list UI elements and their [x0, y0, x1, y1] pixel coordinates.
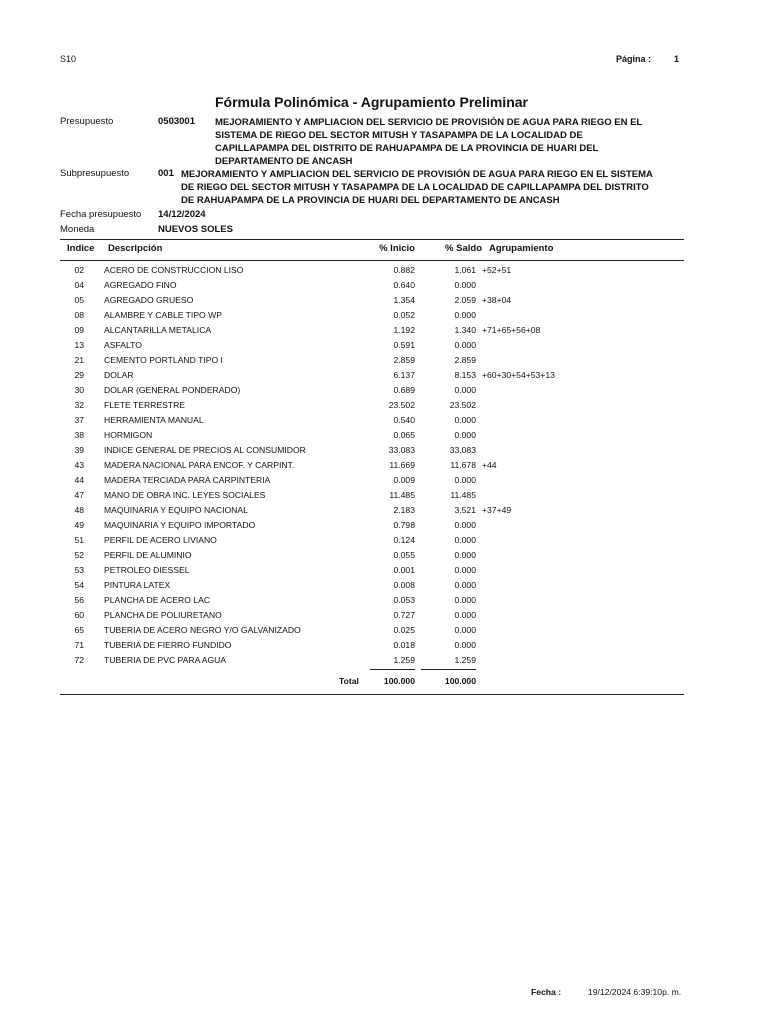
row-agrupamiento: +71+65+56+08 [482, 325, 541, 335]
row-indice: 48 [74, 505, 84, 515]
row-descripcion: AGREGADO FINO [104, 280, 177, 290]
row-descripcion: MADERA TERCIADA PARA CARPINTERIA [104, 475, 271, 485]
row-indice: 54 [74, 580, 84, 590]
row-agrupamiento: +60+30+54+53+13 [482, 370, 555, 380]
subpresupuesto-code: 001 [158, 168, 174, 179]
table-row [0, 610, 768, 625]
row-saldo: 1.061 [454, 265, 476, 275]
table-row [0, 325, 768, 340]
row-agrupamiento: +38+04 [482, 295, 512, 305]
row-saldo: 0.000 [454, 340, 476, 350]
col-header-indice: Indice [67, 243, 95, 254]
row-saldo: 0.000 [454, 595, 476, 605]
table-row [0, 490, 768, 505]
row-saldo: 0.000 [454, 640, 476, 650]
row-saldo: 2.859 [454, 355, 476, 365]
report-code: S10 [60, 54, 77, 64]
subpresupuesto-description [181, 168, 653, 207]
row-descripcion: DOLAR (GENERAL PONDERADO) [104, 385, 241, 395]
row-descripcion: TUBERIA DE PVC PARA AGUA [104, 655, 227, 665]
row-inicio: 2.859 [393, 355, 415, 365]
table-row [0, 265, 768, 280]
table-row [0, 370, 768, 385]
table-row [0, 295, 768, 310]
table-row [0, 550, 768, 565]
row-indice: 05 [74, 295, 84, 305]
subpresupuesto-line: DE RIEGO DEL SECTOR MITUSH Y TASAPAMPA DE LA LOCALIDAD DE CAPILLAPAMPA DEL DISTRITO [181, 182, 649, 193]
row-descripcion: DOLAR [104, 370, 134, 380]
table-row [0, 415, 768, 430]
row-saldo: 0.000 [454, 475, 476, 485]
row-descripcion: ALCANTARILLA METALICA [104, 325, 212, 335]
table-row [0, 655, 768, 670]
row-saldo: 0.000 [454, 610, 476, 620]
fecha-presupuesto-value: 14/12/2024 [158, 209, 206, 220]
row-saldo: 0.000 [454, 565, 476, 575]
row-indice: 53 [74, 565, 84, 575]
table-row [0, 565, 768, 580]
row-indice: 39 [74, 445, 84, 455]
row-saldo: 0.000 [454, 385, 476, 395]
row-saldo: 8.153 [454, 370, 476, 380]
presupuesto-label: Presupuesto [60, 116, 114, 127]
row-indice: 30 [74, 385, 84, 395]
table-row [0, 580, 768, 595]
col-header-saldo: % Saldo [445, 243, 482, 254]
row-inicio: 0.540 [393, 415, 415, 425]
subpresupuesto-line: MEJORAMIENTO Y AMPLIACION DEL SERVICIO DE PROVISIÓN DE AGUA PARA RIEGO EN EL SISTEMA [181, 169, 653, 180]
row-indice: 09 [74, 325, 84, 335]
row-inicio: 1.259 [393, 655, 415, 665]
table-row [0, 400, 768, 415]
total-label: Total [339, 676, 359, 686]
row-inicio: 11.669 [389, 460, 415, 470]
row-indice: 21 [74, 355, 84, 365]
table-row [0, 625, 768, 640]
footer-fecha-value: 19/12/2024 6:39:10p. m. [588, 987, 682, 997]
row-inicio: 0.001 [393, 565, 415, 575]
row-indice: 72 [74, 655, 84, 665]
table-row [0, 430, 768, 445]
row-indice: 13 [74, 340, 84, 350]
row-descripcion: PETROLEO DIESSEL [104, 565, 190, 575]
subpresupuesto-label: Subpresupuesto [60, 168, 130, 179]
presupuesto-code: 0503001 [158, 116, 195, 127]
header-top-rule [60, 239, 684, 240]
col-header-descripcion: Descripción [108, 243, 163, 254]
table-row [0, 355, 768, 370]
row-inicio: 23.502 [388, 400, 415, 410]
row-inicio: 1.192 [393, 325, 415, 335]
row-descripcion: HERRAMIENTA MANUAL [104, 415, 204, 425]
row-inicio: 2.183 [393, 505, 415, 515]
total-saldo: 100.000 [444, 676, 476, 686]
row-indice: 29 [74, 370, 84, 380]
row-descripcion: PERFIL DE ACERO LIVIANO [104, 535, 217, 545]
row-descripcion: PLANCHA DE POLIURETANO [104, 610, 222, 620]
row-indice: 32 [74, 400, 84, 410]
presupuesto-line: SISTEMA DE RIEGO DEL SECTOR MITUSH Y TASAPAMPA DE LA LOCALIDAD DE [215, 130, 583, 141]
row-saldo: 0.000 [454, 280, 476, 290]
row-indice: 43 [74, 460, 84, 470]
row-descripcion: PERFIL DE ALUMINIO [104, 550, 192, 560]
row-saldo: 11.485 [450, 490, 476, 500]
row-indice: 52 [74, 550, 84, 560]
table-row [0, 640, 768, 655]
row-inicio: 6.137 [393, 370, 415, 380]
row-descripcion: FLETE TERRESTRE [104, 400, 186, 410]
row-saldo: 2.059 [454, 295, 476, 305]
presupuesto-line: CAPILLAPAMPA DEL DISTRITO DE RAHUAPAMPA DE LA PROVINCIA DE HUARI DEL [215, 143, 599, 154]
table-row [0, 475, 768, 490]
row-descripcion: ACERO DE CONSTRUCCION LISO [104, 265, 244, 275]
header-bottom-rule [60, 260, 684, 261]
row-indice: 08 [74, 310, 84, 320]
row-agrupamiento: +44 [482, 460, 497, 470]
saldo-total-rule [421, 669, 476, 670]
row-agrupamiento: +52+51 [482, 265, 512, 275]
row-inicio: 0.008 [393, 580, 415, 590]
row-indice: 60 [74, 610, 84, 620]
table-row [0, 310, 768, 325]
page-title: Fórmula Polinómica - Agrupamiento Preliminar [215, 94, 528, 110]
row-saldo: 0.000 [454, 580, 476, 590]
fecha-presupuesto-label: Fecha presupuesto [60, 209, 142, 220]
row-saldo: 11.678 [450, 460, 476, 470]
row-indice: 04 [74, 280, 84, 290]
row-inicio: 0.025 [393, 625, 415, 635]
row-inicio: 0.727 [393, 610, 415, 620]
row-saldo: 23.502 [449, 400, 476, 410]
row-inicio: 0.009 [393, 475, 415, 485]
footer-fecha-label: Fecha : [531, 987, 562, 997]
row-agrupamiento: +37+49 [482, 505, 512, 515]
row-descripcion: AGREGADO GRUESO [104, 295, 194, 305]
row-saldo: 0.000 [454, 430, 476, 440]
row-inicio: 0.124 [393, 535, 415, 545]
table-row [0, 385, 768, 400]
row-inicio: 0.053 [393, 595, 415, 605]
row-indice: 51 [74, 535, 84, 545]
row-indice: 56 [74, 595, 84, 605]
row-descripcion: MAQUINARIA Y EQUIPO NACIONAL [104, 505, 248, 515]
row-indice: 37 [74, 415, 84, 425]
moneda-value: NUEVOS SOLES [158, 224, 233, 235]
row-saldo: 1.259 [454, 655, 476, 665]
row-descripcion: ASFALTO [104, 340, 142, 350]
row-inicio: 0.640 [393, 280, 415, 290]
row-saldo: 1.340 [454, 325, 476, 335]
row-inicio: 0.018 [393, 640, 415, 650]
row-descripcion: MAQUINARIA Y EQUIPO IMPORTADO [104, 520, 256, 530]
row-descripcion: PLANCHA DE ACERO LAC [104, 595, 211, 605]
row-descripcion: ALAMBRE Y CABLE TIPO WP [104, 310, 222, 320]
row-descripcion: INDICE GENERAL DE PRECIOS AL CONSUMIDOR [104, 445, 306, 455]
table-row [0, 445, 768, 460]
row-indice: 71 [74, 640, 84, 650]
row-inicio: 0.591 [393, 340, 415, 350]
row-inicio: 0.882 [393, 265, 415, 275]
table-row [0, 535, 768, 550]
row-saldo: 33.083 [449, 445, 476, 455]
table-row [0, 505, 768, 520]
row-inicio: 33.083 [388, 445, 415, 455]
col-header-inicio: % Inicio [379, 243, 415, 254]
moneda-label: Moneda [60, 224, 95, 235]
row-inicio: 0.798 [393, 520, 415, 530]
row-inicio: 1.354 [393, 295, 415, 305]
row-indice: 38 [74, 430, 84, 440]
inicio-total-rule [370, 669, 415, 670]
subpresupuesto-line: DE RAHUAPAMPA DE LA PROVINCIA DE HUARI DEL DEPARTAMENTO DE ANCASH [181, 195, 560, 206]
presupuesto-line: DEPARTAMENTO DE ANCASH [215, 156, 353, 167]
row-saldo: 0.000 [454, 310, 476, 320]
row-descripcion: CEMENTO PORTLAND TIPO I [104, 355, 223, 365]
total-inicio: 100.000 [383, 676, 415, 686]
presupuesto-description [215, 116, 642, 168]
presupuesto-line: MEJORAMIENTO Y AMPLIACION DEL SERVICIO DE PROVISIÓN DE AGUA PARA RIEGO EN EL [215, 117, 643, 128]
table-row [0, 520, 768, 535]
row-inicio: 0.065 [393, 430, 415, 440]
row-indice: 49 [74, 520, 84, 530]
table-row [0, 340, 768, 355]
row-inicio: 0.055 [393, 550, 415, 560]
page-label: Página : [616, 54, 652, 64]
table-row [0, 460, 768, 475]
row-indice: 02 [74, 265, 84, 275]
row-inicio: 0.052 [393, 310, 415, 320]
row-indice: 65 [74, 625, 84, 635]
table-row [0, 595, 768, 610]
table-bottom-rule [60, 694, 684, 695]
row-indice: 47 [74, 490, 84, 500]
row-saldo: 0.000 [454, 415, 476, 425]
row-descripcion: MANO DE OBRA INC. LEYES SOCIALES [104, 490, 266, 500]
row-saldo: 3.521 [454, 505, 476, 515]
row-saldo: 0.000 [454, 535, 476, 545]
row-descripcion: TUBERIA DE ACERO NEGRO Y/O GALVANIZADO [104, 625, 301, 635]
row-inicio: 11.485 [389, 490, 415, 500]
row-saldo: 0.000 [454, 625, 476, 635]
row-saldo: 0.000 [454, 550, 476, 560]
row-descripcion: MADERA NACIONAL PARA ENCOF. Y CARPINT. [104, 460, 295, 470]
page-number: 1 [674, 54, 680, 64]
col-header-agrupamiento: Agrupamiento [489, 243, 554, 254]
row-indice: 44 [74, 475, 84, 485]
row-descripcion: PINTURA LATEX [104, 580, 171, 590]
row-descripcion: TUBERIA DE FIERRO FUNDIDO [104, 640, 232, 650]
row-saldo: 0.000 [454, 520, 476, 530]
row-inicio: 0.689 [393, 385, 415, 395]
table-row [0, 280, 768, 295]
row-descripcion: HORMIGON [104, 430, 153, 440]
